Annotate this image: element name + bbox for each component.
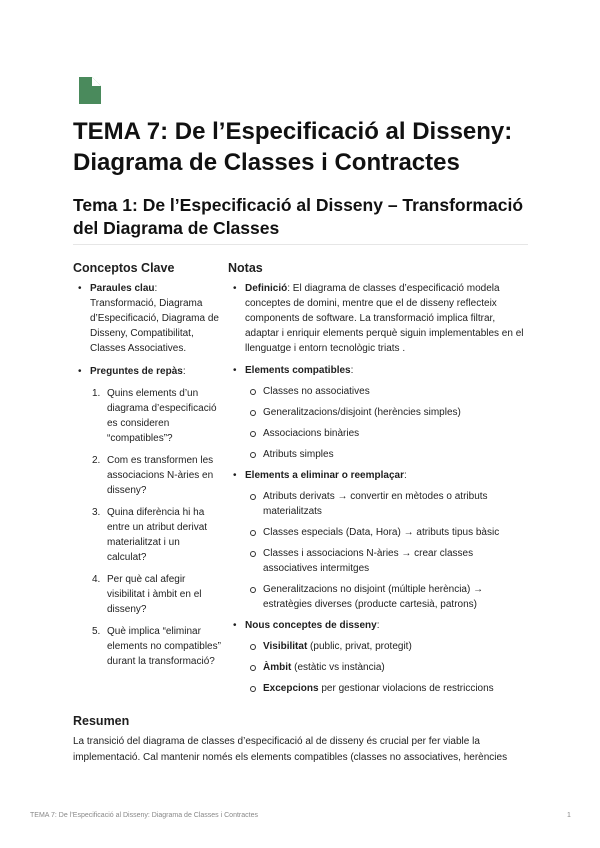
list-item: Associacions binàries <box>245 426 528 441</box>
question-item: 3. Quina diferència hi ha entre un atribut derivat materialitzat i un calculat? <box>92 507 208 563</box>
keywords-item <box>73 281 221 356</box>
list-item: Atributs simples <box>245 447 528 462</box>
notes-column <box>228 281 528 702</box>
concept-label: Visibilitat <box>263 641 308 652</box>
question-text: Com es transformen les associacions N-àries en disseny? <box>107 455 214 496</box>
question-item: 4. Per què cal afegir visibilitat i àmbit en el disseny? <box>92 574 202 615</box>
concepts-colon: : <box>376 620 380 631</box>
review-label: Preguntes de repàs <box>90 366 183 377</box>
question-text: Què implica “eliminar elements no compatibles” durant la transformació? <box>107 626 221 667</box>
compatible-colon: : <box>350 365 354 376</box>
keywords-label: Paraules clau <box>90 283 155 294</box>
compatible-label: Elements compatibles <box>245 365 351 376</box>
definition-item <box>228 281 528 356</box>
review-questions-list <box>90 386 221 669</box>
concept-text: (estàtic vs instància) <box>291 662 385 673</box>
list-item: Classes no associatives <box>245 384 528 399</box>
section-title: Tema 1: De l’Especificació al Disseny – Transformació del Diagrama de Classes <box>73 195 524 238</box>
remove-label: Elements a eliminar o reemplaçar <box>245 470 404 481</box>
list-item: Classes i associacions N-àries → crear classes associatives intermitges <box>245 546 528 576</box>
definition-text: : El diagrama de classes d’especificació modela conceptes de domini, mentre que el de disseny reflecteix components de software. La transformació implica filtrar, adaptar i enriquir elements perquè siguin implementables en el llenguatge i entorn tecnològic triats . <box>245 283 524 354</box>
review-colon: : <box>182 366 186 377</box>
question-text: Quins elements d’un diagrama d’especificació es consideren “compatibles”? <box>107 388 217 444</box>
question-item: 1. Quins elements d’un diagrama d’especificació es consideren “compatibles”? <box>92 388 217 444</box>
remove-colon: : <box>403 470 407 481</box>
list-item: Classes especials (Data, Hora) → atributs tipus bàsic <box>245 525 528 540</box>
key-concepts-column <box>73 281 221 676</box>
list-item <box>245 639 528 654</box>
design-concepts-item <box>228 618 528 696</box>
remove-list <box>245 489 528 612</box>
page-number: 1 <box>567 812 571 819</box>
question-text: Quina diferència hi ha entre un atribut derivat materialitzat i un calculat? <box>107 507 208 563</box>
remove-elements-item <box>228 468 528 612</box>
review-questions-item <box>73 364 221 669</box>
concepts-heading: Conceptos Clave <box>73 261 175 275</box>
list-item: Generalitzacions no disjoint (múltiple herència) → estratègies diverses (producte cartesià, patrons) <box>245 582 528 612</box>
concept-text: (public, privat, protegit) <box>307 641 412 652</box>
notes-heading: Notas <box>228 261 263 275</box>
list-item: Atributs derivats → convertir en mètodes o atributs materialitzats <box>245 489 528 519</box>
divider <box>73 244 528 245</box>
question-item: 2. Com es transformen les associacions N-àries en disseny? <box>92 455 214 496</box>
concepts-label: Nous conceptes de disseny <box>245 620 377 631</box>
compatible-list <box>245 384 528 462</box>
compatible-elements-item <box>228 363 528 462</box>
document-icon <box>79 77 101 104</box>
keywords-text: : Transformació, Diagrama d’Especificació, Diagrama de Disseny, Compatibilitat, Classes Associatives. <box>90 283 219 354</box>
concept-label: Excepcions <box>263 683 319 694</box>
summary-heading: Resumen <box>73 714 130 728</box>
list-item <box>245 681 528 696</box>
page-title: TEMA 7: De l’Especificació al Disseny: Diagrama de Classes i Contractes <box>73 118 513 176</box>
list-item: Generalitzacions/disjoint (herències simples) <box>245 405 528 420</box>
list-item <box>245 660 528 675</box>
question-text: Per què cal afegir visibilitat i àmbit en el disseny? <box>107 574 202 615</box>
definition-label: Definició <box>245 283 288 294</box>
footer-title: TEMA 7: De l’Especificació al Disseny: Diagrama de Classes i Contractes <box>30 812 258 819</box>
concept-text: per gestionar violacions de restriccions <box>318 683 494 694</box>
concepts-list <box>245 639 528 696</box>
summary-text: La transició del diagrama de classes d’especificació al de disseny és crucial per fer viable la implementació. Cal mantenir només els elements compatibles (classes no associatives, herències <box>73 736 508 763</box>
question-item: 5. Què implica “eliminar elements no compatibles” durant la transformació? <box>92 626 221 667</box>
concept-label: Àmbit <box>263 662 292 673</box>
